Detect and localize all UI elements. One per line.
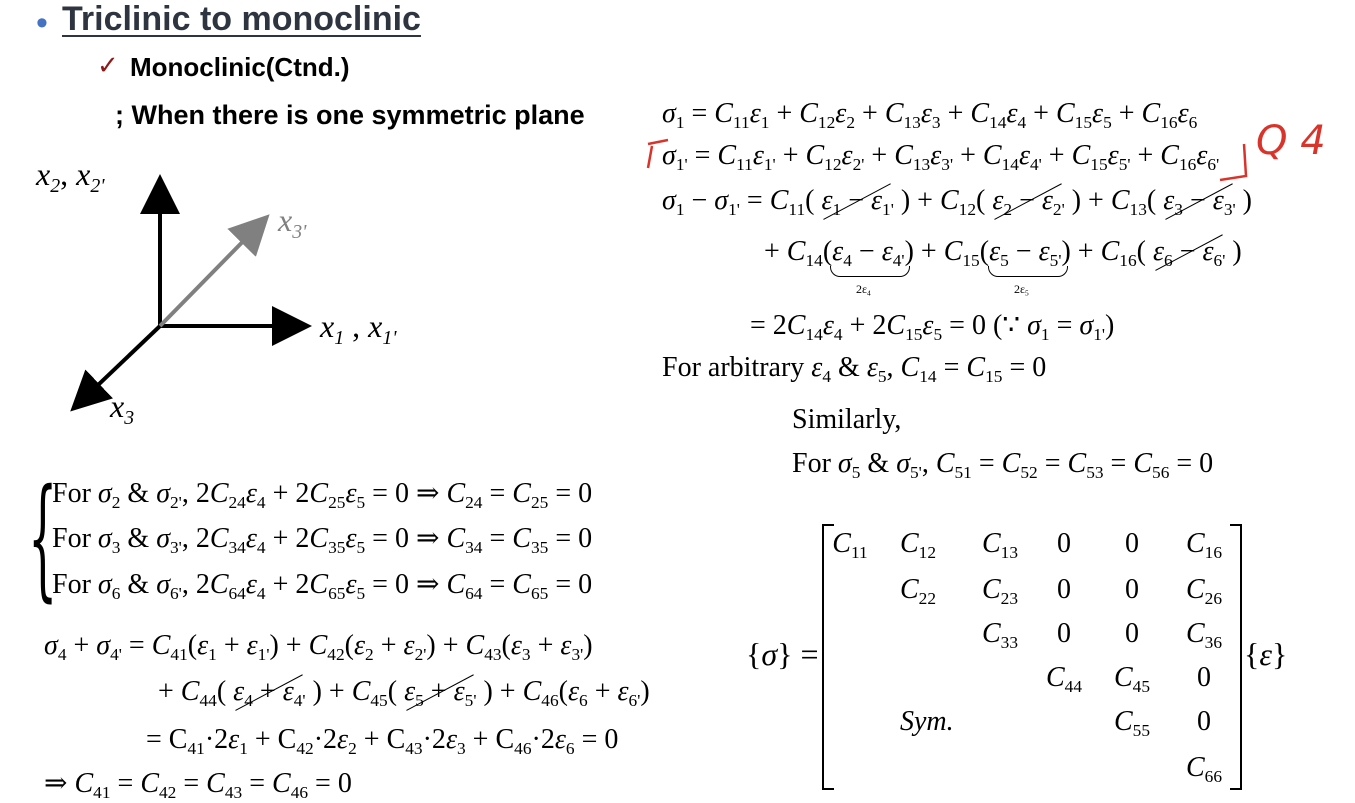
matrix-right-bracket [1230,524,1242,790]
matrix-cell: 0 [1197,706,1211,737]
equation-result: = $2C_{14}\varepsilon_4 + 2C_{15}\varepsilon_5 = 0$ (∵ $\sigma_1 = \sigma_{1'}$) [750,310,1115,345]
section-subtitle: Monoclinic(Ctnd.) [130,52,350,82]
underbrace-eps5 [988,266,1068,277]
x3-prime-axis [160,220,264,326]
handwritten-annotation: Q 4 [1256,118,1326,164]
left-brace: { [28,461,58,615]
page-title: Triclinic to monoclinic [62,0,421,38]
equation-sigma4-sum-3: = $C_{41}\cdot 2\varepsilon_1 + C_{42}\cdot 2\varepsilon_2 + C_{43}\cdot 2\varepsilon_3 + C_{46}\cdot 2\varepsilon_6 = 0$ [146,724,619,759]
matrix-cell: $C_{11}$ [832,528,868,563]
equation-sigma1-prime: $\sigma_{1'} = C_{11}\varepsilon_{1'} + C_{12}\varepsilon_{2'} + C_{13}\varepsilon_{3'} + C_{14}\varepsilon_{4'} + C_{15}\varepsilon_{5'} + C_{16}\varepsilon_{6'}$ [662,140,1220,175]
underbrace-eps4 [830,266,910,277]
equation-sigma6: For $\sigma_6$ & $\sigma_{6'}$, $2C_{64}\varepsilon_4 + 2C_{65}\varepsilon_5 = 0$ ⇒ $C_{64} = C_{65} = 0$ [52,569,593,604]
matrix-cell: 0 [1197,662,1211,693]
matrix-cell: $C_{16}$ [1185,528,1223,563]
x2-axis-label: $x_2$, $x_{2'}$ [36,156,105,197]
matrix-cell: $C_{12}$ [899,528,937,563]
x3-axis-label: $x_3$ [110,388,135,429]
equation-difference-1: $\sigma_1 - \sigma_{1'} = C_{11}$( $\varepsilon_1 - \varepsilon_{1'}$ ) + $C_{12}$( $\varepsilon_2 - \varepsilon_{2'}$ ) + $C_{13}$( $\varepsilon_3 - \varepsilon_{3'}$ ) [662,185,1252,220]
matrix-cell: 0 [1125,528,1139,559]
checkmark-icon: ✓ [97,50,119,80]
matrix-cell: 0 [1057,574,1071,605]
bullet-dot-icon: • [36,4,48,42]
epsilon-vector: {ε} [1244,636,1288,672]
matrix-cell: $C_{66}$ [1185,752,1223,787]
equation-sigma4-sum-2: + $C_{44}$( $\varepsilon_4 + \varepsilon_{4'}$ ) + $C_{45}$( $\varepsilon_5 + \varepsilon_{5'}$ ) + $C_{46}(\varepsilon_6 + \varepsilon_{6'})$ [158,676,650,711]
matrix-cell: $C_{44}$ [1045,662,1083,697]
equation-sigma3: For $\sigma_3$ & $\sigma_{3'}$, $2C_{34}\varepsilon_4 + 2C_{35}\varepsilon_5 = 0$ ⇒ $C_{34} = C_{35} = 0$ [52,523,593,558]
handwritten-bracket-marks [640,118,1340,188]
underbrace-label-eps5: $2\varepsilon_5$ [1014,282,1029,298]
equation-sigma5: For $\sigma_5$ & $\sigma_{5'}$, $C_{51} = C_{52} = C_{53} = C_{56} = 0$ [792,448,1214,483]
matrix-cell: 0 [1057,618,1071,649]
sigma-vector: {σ} = [746,636,819,672]
matrix-cell: $C_{26}$ [1185,574,1223,609]
equation-difference-2: + $C_{14}(\varepsilon_4 - \varepsilon_{4'}) + C_{15}(\varepsilon_5 - \varepsilon_{5'}) + C_{16}$( $\varepsilon_6 - \varepsilon_{6'}$ ) [764,236,1242,271]
sym-label: Sym. [900,706,954,737]
matrix-cell: $C_{22}$ [899,574,937,609]
matrix-cell: $C_{23}$ [981,574,1019,609]
similarly-text: Similarly, [792,404,902,435]
matrix-cell: 0 [1125,618,1139,649]
equation-sigma2: For $\sigma_2$ & $\sigma_{2'}$, $2C_{24}\varepsilon_4 + 2C_{25}\varepsilon_5 = 0$ ⇒ $C_{24} = C_{25} = 0$ [52,478,593,513]
matrix-left-bracket [822,524,834,790]
x3-prime-axis-label: $x_{3'}$ [278,202,307,243]
matrix-cell: $C_{45}$ [1113,662,1151,697]
equation-sigma1: $\sigma_1 = C_{11}\varepsilon_1 + C_{12}\varepsilon_2 + C_{13}\varepsilon_3 + C_{14}\varepsilon_4 + C_{15}\varepsilon_5 + C_{16}\varepsilon_6$ [662,98,1198,133]
matrix-cell: $C_{55}$ [1113,706,1151,741]
matrix-cell: 0 [1125,574,1139,605]
equation-sigma4-result: ⇒ $C_{41} = C_{42} = C_{43} = C_{46} = 0$ [44,768,352,803]
equation-sigma4-sum-1: $\sigma_4 + \sigma_{4'} = C_{41}(\varepsilon_1 + \varepsilon_{1'}) + C_{42}(\varepsilon_2 + \varepsilon_{2'}) + C_{43}(\varepsilon_3 + \varepsilon_{3'})$ [44,630,593,665]
matrix-cell: $C_{13}$ [981,528,1019,563]
condition-text: ; When there is one symmetric plane [115,100,585,130]
matrix-cell: $C_{33}$ [981,618,1019,653]
matrix-cell: $C_{36}$ [1185,618,1223,653]
underbrace-label-eps4: $2\varepsilon_4$ [856,282,871,298]
equation-arbitrary: For arbitrary $\varepsilon_4$ & $\varepsilon_5$, $C_{14} = C_{15} = 0$ [662,352,1047,387]
matrix-cell: 0 [1057,528,1071,559]
x1-axis-label: $x_1$ , $x_{1'}$ [320,308,397,349]
